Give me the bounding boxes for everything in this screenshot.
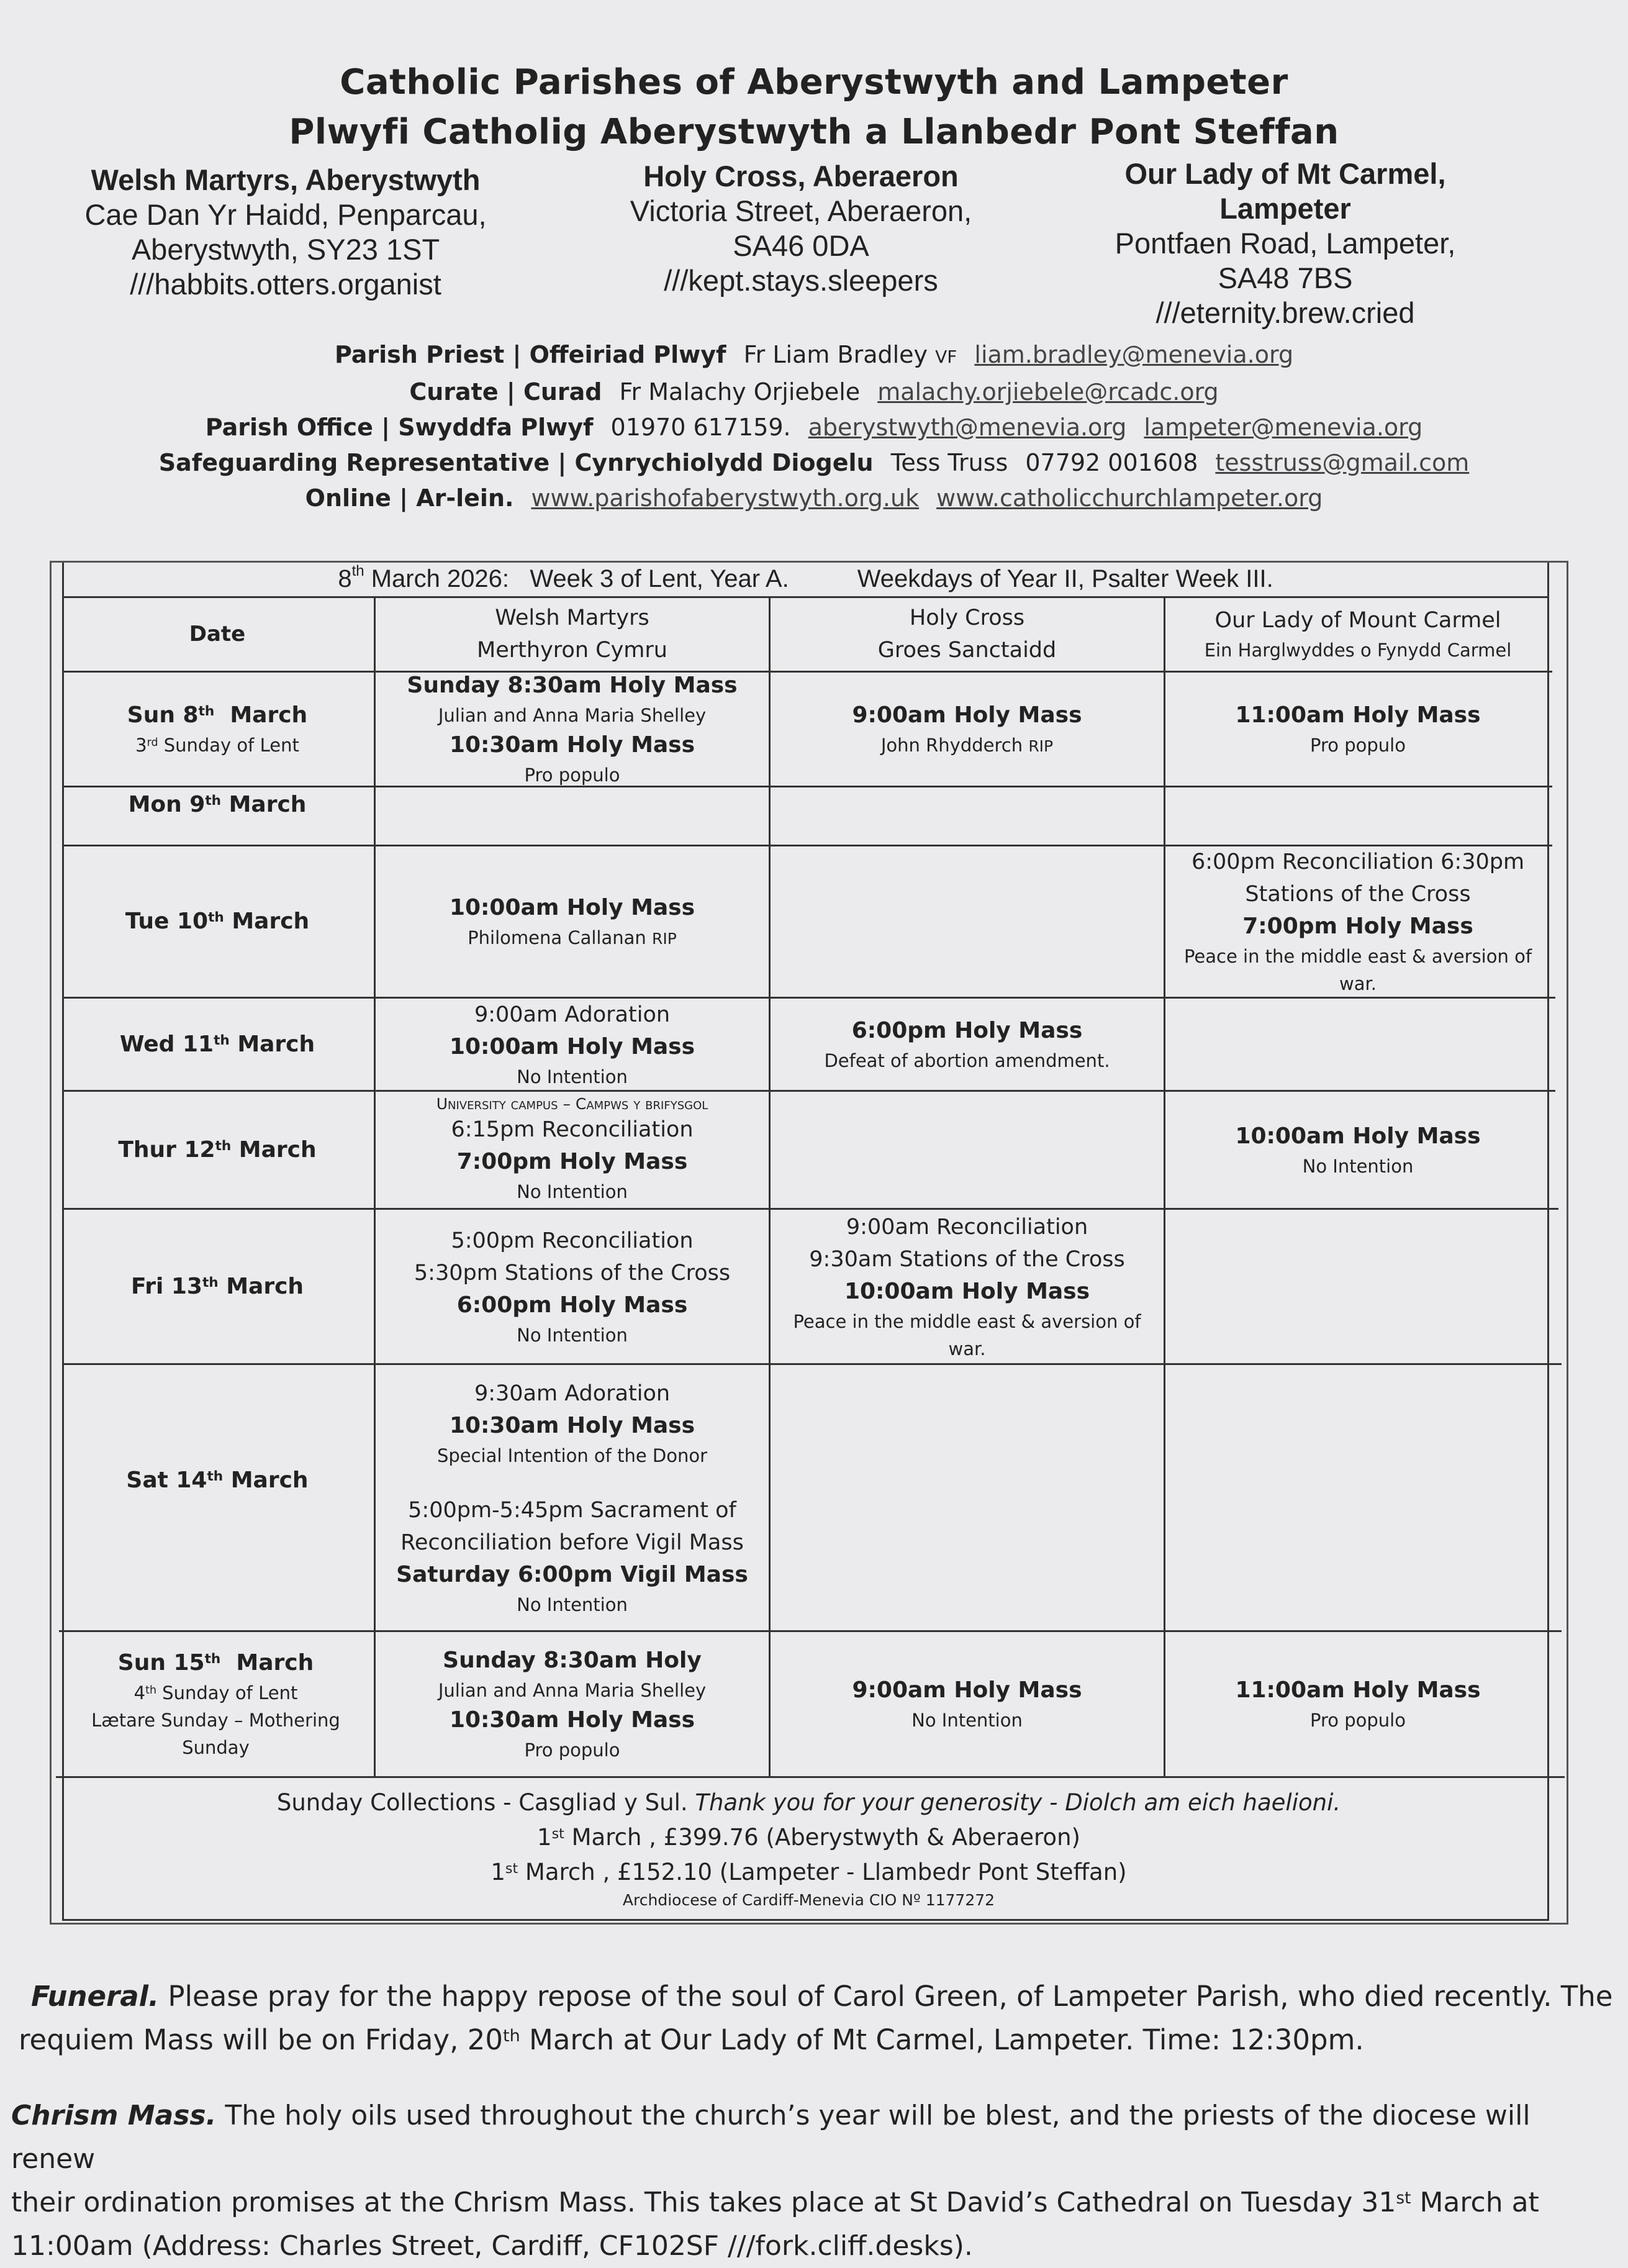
header-hc-cy: Groes Sanctaidd (877, 638, 1057, 663)
header-wm-cy: Merthyron Cymru (477, 638, 667, 663)
priest-label: Parish Priest | Offeiriad Plwyf (334, 341, 726, 368)
collections-lampeter (491, 1855, 1126, 1890)
row-fri-13-welsh-martyrs (376, 1210, 769, 1363)
date-month: March (214, 702, 308, 728)
collections-heading (277, 1785, 1341, 1820)
website-aberystwyth-link[interactable]: www.parishofaberystwyth.org.uk (531, 484, 920, 512)
mass-intention: No Intention (517, 1066, 628, 1087)
row-wed-11-holy-cross (771, 999, 1164, 1090)
contact-online (0, 481, 1628, 516)
title-week: March 2026: Week 3 of Lent, Year A. (364, 565, 789, 592)
reconciliation-time: 6:00pm Reconciliation 6:30pm (1191, 850, 1525, 874)
collection-day: 1 (491, 1859, 505, 1885)
church-name: Holy Cross, Aberaeron (643, 160, 959, 193)
row-sun-8-holy-cross (771, 673, 1164, 786)
date-suffix: th (202, 1274, 219, 1290)
mass-intention-cont: war. (948, 1338, 986, 1359)
mass-time: 11:00am Holy Mass (1235, 1677, 1481, 1703)
priest-suffix: VF (935, 347, 957, 367)
mass-intention: Pro populo (524, 1740, 620, 1761)
mass-intention: Peace in the middle east & aversion of (793, 1310, 1141, 1332)
mass-time: 7:00pm Holy Mass (456, 1148, 688, 1174)
reconciliation-time: 6:15pm Reconciliation (451, 1117, 694, 1142)
header-date-label: Date (189, 622, 246, 646)
mass-time: 9:00am Holy Mass (852, 1677, 1082, 1703)
contact-curate (0, 374, 1628, 410)
date-month: March (231, 1136, 317, 1163)
row-sun-15-date (59, 1632, 373, 1776)
mass-time: 10:00am Holy Mass (449, 1033, 695, 1059)
mass-time: 10:00am Holy Mass (844, 1278, 1090, 1304)
reconciliation-time: 5:00pm Reconciliation (451, 1228, 694, 1253)
chrism-mass-notice (11, 2094, 1613, 2268)
row-sun-15-welsh-martyrs (376, 1632, 769, 1776)
mass-intention: No Intention (517, 1324, 628, 1346)
rip-label: RIP (1028, 737, 1054, 755)
title-english: Catholic Parishes of Aberystwyth and Lampeter (340, 62, 1288, 102)
collections-label: Sunday Collections - Casgliad y Sul. (276, 1789, 695, 1816)
title-psalter: Weekdays of Year II, Psalter Week III. (857, 565, 1273, 592)
collection-day-suffix: st (551, 1825, 564, 1842)
office-email-lampeter-link[interactable]: lampeter@menevia.org (1144, 414, 1423, 441)
funeral-title: Funeral. (31, 1980, 160, 2013)
date-sub-laetare: Lætare Sunday – Mothering (91, 1710, 340, 1731)
mass-time: Sunday 8:30am Holy Mass (407, 673, 738, 698)
collections-section (53, 1777, 1565, 1919)
mass-intention: Pro populo (1310, 735, 1406, 756)
funeral-text-1: Please pray for the happy repose of the soul of Carol Green, of Lampeter Parish, who died recently. The (159, 1980, 1613, 2013)
row-fri-13-date (62, 1210, 373, 1363)
date-day: Mon 9 (128, 791, 206, 817)
church-address-1: Victoria Street, Aberaeron, (630, 194, 972, 227)
date-sub-num: 4 (133, 1682, 146, 1703)
church-address-1: Cae Dan Yr Haidd, Penparcau, (84, 198, 487, 231)
website-lampeter-link[interactable]: www.catholicchurchlampeter.org (936, 484, 1323, 512)
office-label: Parish Office | Swyddfa Plwyf (205, 414, 594, 441)
collections-aberystwyth (537, 1820, 1080, 1855)
mass-time: 10:30am Holy Mass (449, 1707, 695, 1733)
curate-email-link[interactable]: malachy.orjiebele@rcadc.org (877, 378, 1219, 406)
reconciliation-time: 5:00pm-5:45pm Sacrament of (408, 1497, 736, 1523)
row-sat-14-welsh-martyrs (376, 1365, 769, 1630)
header-holy-cross (771, 597, 1164, 671)
priest-email-link[interactable]: liam.bradley@menevia.org (974, 341, 1294, 368)
adoration-time: 9:00am Adoration (474, 1002, 671, 1027)
date-month: March (218, 1273, 304, 1299)
location-note: University campus – Campws y brifysgol (436, 1094, 708, 1113)
date-day: Tue 10 (125, 909, 209, 934)
church-address-2: SA46 0DA (733, 229, 869, 262)
funeral-date-suffix: th (503, 2026, 520, 2046)
safeguarding-name: Tess Truss (890, 449, 1008, 476)
contact-lines (0, 337, 1628, 516)
date-day: Wed 11 (119, 1031, 214, 1057)
row-thur-12-date (62, 1092, 373, 1208)
header-hc-en: Holy Cross (909, 606, 1025, 630)
mass-intention: No Intention (1302, 1155, 1414, 1177)
mass-intention: Philomena Callanan (468, 927, 646, 948)
online-label: Online | Ar-lein. (305, 484, 514, 512)
schedule-title: 8 $^{th}$ March 2026: Week 3 of Lent, Year A. Weekdays of Year II, Psalter Week III. (62, 561, 1549, 596)
reconciliation-note: Reconciliation before Vigil Mass (400, 1530, 744, 1555)
row-wed-11-date (62, 999, 373, 1090)
collection-amount: March , £399.76 (Aberystwyth & Aberaeron) (564, 1824, 1080, 1851)
header-date (62, 597, 373, 671)
contact-priest (0, 337, 1628, 374)
church-name-2: Lampeter (1219, 192, 1351, 225)
row-sun-15-holy-cross (771, 1632, 1164, 1776)
date-month: March (223, 1467, 309, 1493)
row-tue-10-date (62, 846, 373, 997)
date-sub-sunday: Sunday (182, 1737, 250, 1758)
header-welsh-martyrs (376, 597, 769, 671)
safeguarding-label: Safeguarding Representative | Cynrychiolydd Diogelu (158, 449, 874, 476)
mass-time: 10:00am Holy Mass (1235, 1123, 1481, 1149)
header-wm-en: Welsh Martyrs (495, 606, 649, 630)
funeral-notice (19, 1975, 1621, 2062)
mass-intention: No Intention (517, 1594, 628, 1615)
chrism-text-1: The holy oils used throughout the church’s year will be blest, and the priests of the diocese will renew (11, 2100, 1531, 2175)
header-our-lady (1165, 597, 1550, 671)
row-wed-11-welsh-martyrs (376, 999, 769, 1090)
mass-intention-cont: war. (1339, 973, 1377, 994)
safeguarding-email-link[interactable]: tesstruss@gmail.com (1215, 449, 1470, 476)
priest-name: Fr Liam Bradley (743, 341, 928, 368)
date-suffix: th (207, 1469, 224, 1485)
collections-thanks: Thank you for your generosity - Diolch am eich haelioni. (695, 1789, 1341, 1816)
mass-time: 7:00pm Holy Mass (1242, 914, 1473, 939)
mass-intention: John Rhydderch (880, 735, 1023, 756)
contact-safeguarding (0, 445, 1628, 481)
date-sub-suffix: rd (147, 737, 158, 750)
stations-time: 5:30pm Stations of the Cross (414, 1260, 731, 1286)
date-suffix: th (205, 792, 222, 809)
safeguarding-phone: 07792 001608 (1025, 449, 1198, 476)
date-suffix: th (214, 1032, 230, 1048)
mass-time: 10:30am Holy Mass (449, 732, 695, 758)
date-month: March (224, 909, 310, 934)
church-name: Welsh Martyrs, Aberystwyth (91, 163, 481, 196)
chrism-title: Chrism Mass. (11, 2100, 217, 2131)
church-holy-cross (596, 159, 1006, 298)
mass-intention: Julian and Anna Maria Shelley (438, 1680, 707, 1701)
church-w3w: ///habbits.otters.organist (130, 268, 441, 301)
church-address-2: Aberystwyth, SY23 1ST (131, 233, 440, 266)
church-w3w: ///eternity.brew.cried (1155, 296, 1415, 329)
mass-time: 10:30am Holy Mass (449, 1412, 695, 1438)
church-our-lady (1074, 156, 1496, 330)
stations-time: 9:30am Stations of the Cross (809, 1246, 1125, 1272)
row-sun-8-date (62, 673, 373, 786)
date-day: Sat 14 (126, 1467, 207, 1493)
date-sub-label: Sunday of Lent (156, 1682, 298, 1703)
charity-number: Archdiocese of Cardiff-Menevia CIO Nº 1177272 (622, 1891, 995, 1909)
date-day: Fri 13 (130, 1273, 202, 1299)
title-welsh: Plwyfi Catholig Aberystwyth a Llanbedr Pont Steffan (289, 112, 1339, 152)
date-sub-num: 3 (135, 735, 147, 756)
chrism-text-4: 11:00am (Address: Charles Street, Cardiff, CF102SF ///fork.cliff.desks). (11, 2230, 973, 2262)
reconciliation-time: 9:00am Reconciliation (846, 1214, 1088, 1240)
title-day: 8 (338, 565, 352, 592)
rip-label: RIP (652, 930, 677, 948)
collection-day-suffix: st (505, 1860, 518, 1877)
date-suffix: th (198, 704, 215, 720)
header-ol-cy: Ein Harglwyddes o Fynydd Carmel (1204, 640, 1512, 661)
mass-time: 10:00am Holy Mass (449, 895, 695, 920)
contact-office (0, 410, 1628, 445)
office-email-aberystwyth-link[interactable]: aberystwyth@menevia.org (808, 414, 1127, 441)
church-welsh-martyrs (81, 163, 491, 302)
row-thur-12-welsh-martyrs (376, 1092, 769, 1208)
date-month: March (220, 1650, 314, 1676)
mass-time: 11:00am Holy Mass (1235, 702, 1481, 728)
mass-time: Sunday 8:30am Holy (443, 1648, 702, 1673)
collection-amount: March , £152.10 (Lampeter - Llambedr Pont Steffan) (518, 1859, 1127, 1885)
funeral-text-2: requiem Mass will be on Friday, 20 (19, 2023, 503, 2056)
mass-intention: Defeat of abortion amendment. (824, 1050, 1110, 1071)
mass-intention: Pro populo (524, 764, 620, 786)
row-mon-9-date (62, 787, 373, 822)
church-address-1: Pontfaen Road, Lampeter, (1115, 227, 1456, 260)
mass-intention: No Intention (911, 1710, 1023, 1731)
date-suffix: th (204, 1651, 221, 1667)
collection-day: 1 (537, 1824, 552, 1851)
row-tue-10-our-lady (1165, 846, 1550, 997)
header-ol-en: Our Lady of Mount Carmel (1214, 608, 1501, 633)
row-sun-15-our-lady (1165, 1632, 1550, 1776)
date-suffix: th (208, 910, 224, 926)
chrism-text-2: their ordination promises at the Chrism Mass. This takes place at St David’s Cathedral on Tuesday 31 (11, 2187, 1396, 2218)
mass-time: 6:00pm Holy Mass (851, 1017, 1083, 1043)
row-sun-8-welsh-martyrs (376, 673, 769, 786)
mass-intention: Pro populo (1310, 1710, 1406, 1731)
date-sub-suffix: th (145, 1684, 156, 1697)
row-thur-12-our-lady (1165, 1092, 1550, 1208)
row-sun-8-our-lady (1165, 673, 1550, 786)
row-sat-14-date (62, 1365, 373, 1630)
curate-label: Curate | Curad (409, 378, 602, 406)
curate-name: Fr Malachy Orjiebele (619, 378, 861, 406)
date-day: Sun 15 (117, 1650, 205, 1676)
vigil-mass-time: Saturday 6:00pm Vigil Mass (396, 1561, 748, 1587)
mass-intention: Peace in the middle east & aversion of (1183, 946, 1532, 967)
date-day: Thur 12 (118, 1136, 215, 1163)
church-name-1: Our Lady of Mt Carmel, (1124, 157, 1446, 190)
mass-time: 6:00pm Holy Mass (456, 1292, 688, 1318)
row-fri-13-holy-cross (771, 1210, 1164, 1363)
date-sub-label: Sunday of Lent (158, 735, 299, 756)
office-phone: 01970 617159. (610, 414, 791, 441)
mass-time: 9:00am Holy Mass (852, 702, 1082, 728)
stations-label: Stations of the Cross (1245, 882, 1471, 907)
mass-intention: No Intention (517, 1181, 628, 1202)
church-address-2: SA48 7BS (1218, 261, 1353, 294)
row-tue-10-welsh-martyrs (376, 846, 769, 997)
adoration-time: 9:30am Adoration (474, 1381, 671, 1406)
date-suffix: th (215, 1138, 232, 1154)
date-month: March (229, 1031, 315, 1057)
funeral-text-3: March at Our Lady of Mt Carmel, Lampeter. Time: 12:30pm. (520, 2023, 1364, 2056)
mass-intention: Special Intention of the Donor (436, 1445, 708, 1466)
church-w3w: ///kept.stays.sleepers (664, 264, 938, 297)
chrism-text-3: March at (1411, 2187, 1539, 2218)
chrism-date-suffix: st (1396, 2188, 1411, 2208)
date-month: March (221, 791, 307, 817)
mass-intention: Julian and Anna Maria Shelley (438, 705, 707, 726)
date-day: Sun 8 (127, 702, 199, 728)
